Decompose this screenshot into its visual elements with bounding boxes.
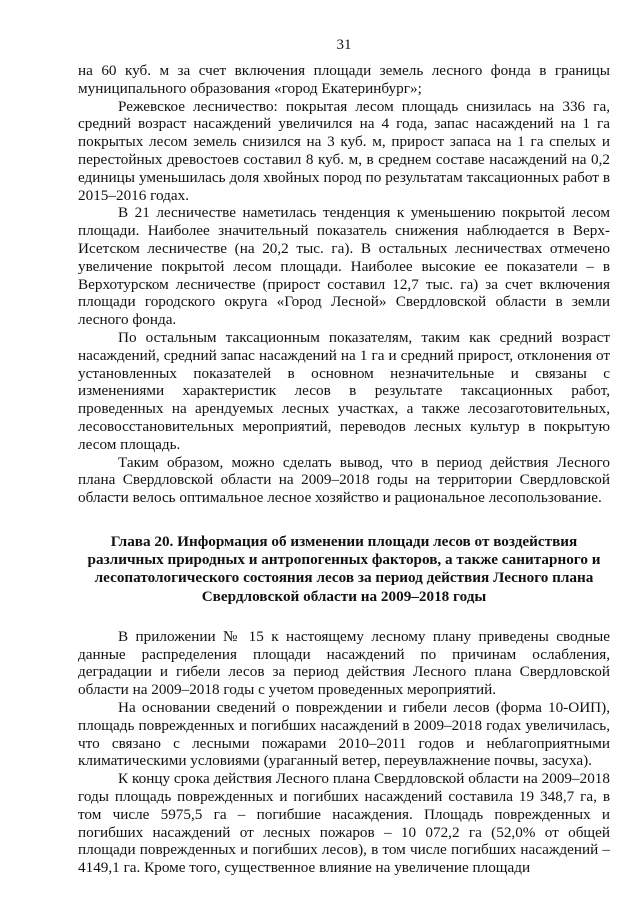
paragraph: Таким образом, можно сделать вывод, что в период действия Лесного плана Свердловской области на 2009–2018 годы на территории Свердловской области велось оптимальное лесное хозяйство и рациональное лесопользование. <box>78 453 610 507</box>
page-number: 31 <box>336 37 352 53</box>
text-block-before-chapter <box>78 62 610 507</box>
paragraph: В 21 лесничестве наметилась тенденция к уменьшению покрытой лесом площади. Наиболее значительный показатель снижения наблюдается в Верх-Исетском лесничестве (на 20,2 тыс. га). В остальных лесничествах отмечено увеличение покрытой лесом площади. Наиболее высокие ее показатели – в Верхотурском лесничестве (прирост составил 12,7 тыс. га) за счет включения площади городского округа «Город Лесной» Свердловской области в земли лесного фонда. <box>78 204 610 329</box>
paragraph: В приложении № 15 к настоящему лесному плану приведены сводные данные распределения площади насаждений по причинам ослабления, деградации и гибели лесов за период действия Лесного плана Свердловской области на 2009–2018 годы с учетом проведенных мероприятий. <box>78 627 610 699</box>
paragraph: На основании сведений о повреждении и гибели лесов (форма 10-ОИП), площадь поврежденных и погибших насаждений в 2009–2018 годах увеличилась, что связано с лесными пожарами 2010–2011 годов и неблагоприятными климатическими условиями (ураганный ветер, переувлажнение почвы, засуха). <box>78 698 610 770</box>
text-block-after-chapter <box>78 628 610 877</box>
paragraph: Режевское лесничество: покрытая лесом площадь снизилась на 336 га, средний возраст насаждений увеличился на 4 года, запас насаждений на 1 га покрытых лесом земель снизился на 3 куб. м, прирост запаса на 1 га спелых и перестойных древостоев составил 8 куб. м, в среднем составе насаждений на 0,2 единицы уменьшилась доля хвойных пород по результатам таксационных работ в 2015–2016 годах. <box>78 97 610 204</box>
chapter-title: Глава 20. Информация об изменении площади лесов от воздействия различных природных и антропогенных факторов, а также санитарного и лесопатологического состояния лесов за период действия Лесного плана Свердловской области на 2009–2018 годы <box>87 532 601 605</box>
paragraph: К концу срока действия Лесного плана Свердловской области на 2009–2018 годы площадь поврежденных и погибших насаждений составила 19 348,7 га, в том числе 5975,5 га – погибшие насаждения. Площадь поврежденных и погибших насаждений от лесных пожаров – 10 072,2 га (52,0% от общей площади поврежденных и погибших лесов), в том числе погибших насаждений – 4149,1 га. Кроме того, существенное влияние на увеличение площади <box>78 770 610 877</box>
document-page <box>78 36 610 877</box>
paragraph: на 60 куб. м за счет включения площади земель лесного фонда в границы муниципального образования «город Екатеринбург»; <box>78 62 610 97</box>
paragraph: По остальным таксационным показателям, таким как средний возраст насаждений, средний запас насаждений на 1 га и средний прирост, отклонения от установленных показателей в основном незначительные и связаны с изменениями характеристик лесов в результате таксационных работ, проведенных на арендуемых лесных участках, а также лесозаготовительных, лесовосстановительных мероприятий, переводов лесных культур в покрытую лесом площадь. <box>78 328 610 453</box>
